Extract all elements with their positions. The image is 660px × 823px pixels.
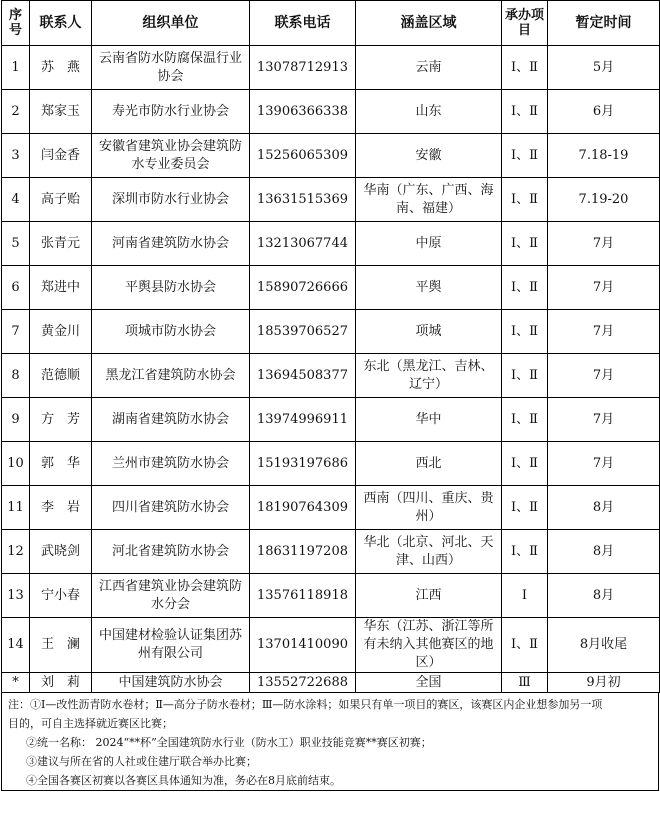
row-contact: 李 岩	[30, 486, 92, 530]
table-row	[2, 222, 660, 266]
row-region: 华中	[356, 398, 502, 442]
row-no: *	[2, 673, 30, 693]
row-no: 9	[2, 398, 30, 442]
row-org: 云南省防水防腐保温行业协会	[92, 46, 250, 90]
table-row	[2, 486, 660, 530]
row-items: Ⅰ、Ⅱ	[502, 310, 548, 354]
table-row	[2, 266, 660, 310]
row-contact: 刘 莉	[30, 673, 92, 693]
row-org: 寿光市防水行业协会	[92, 90, 250, 134]
row-no: 11	[2, 486, 30, 530]
note-1b: 目的，可自主选择就近赛区比赛；	[8, 717, 173, 730]
note-4: ④全国各赛区初赛以各赛区具体通知为准，务必在8月底前结束。	[26, 774, 341, 787]
row-contact: 苏 燕	[30, 46, 92, 90]
row-no: 14	[2, 618, 30, 673]
row-time: 7.19-20	[548, 178, 660, 222]
row-time: 9月初	[548, 673, 660, 693]
row-contact: 武晓剑	[30, 530, 92, 574]
row-phone: 15193197686	[250, 442, 356, 486]
row-time: 7月	[548, 354, 660, 398]
row-org: 河南省建筑防水协会	[92, 222, 250, 266]
row-org: 兰州市建筑防水协会	[92, 442, 250, 486]
row-items: Ⅰ、Ⅱ	[502, 90, 548, 134]
row-phone: 13213067744	[250, 222, 356, 266]
row-region: 全国	[356, 673, 502, 693]
table-row	[2, 442, 660, 486]
row-phone: 13576118918	[250, 574, 356, 618]
header-items: 承办项目	[502, 1, 548, 46]
row-region: 华北（北京、河北、天津、山西）	[356, 530, 502, 574]
table-row	[2, 310, 660, 354]
row-items: Ⅰ、Ⅱ	[502, 266, 548, 310]
row-no: 10	[2, 442, 30, 486]
row-no: 3	[2, 134, 30, 178]
row-time: 5月	[548, 46, 660, 90]
row-contact: 郑家玉	[30, 90, 92, 134]
row-contact: 黄金川	[30, 310, 92, 354]
row-no: 6	[2, 266, 30, 310]
table-row	[2, 178, 660, 222]
row-org: 中国建筑防水协会	[92, 673, 250, 693]
row-phone: 13906366338	[250, 90, 356, 134]
row-contact: 闫金香	[30, 134, 92, 178]
row-items: Ⅰ、Ⅱ	[502, 178, 548, 222]
header-no: 序号	[2, 1, 30, 46]
row-org: 深圳市防水行业协会	[92, 178, 250, 222]
row-no: 7	[2, 310, 30, 354]
row-contact: 宁小春	[30, 574, 92, 618]
row-time: 8月	[548, 574, 660, 618]
header-time: 暂定时间	[548, 1, 660, 46]
row-region: 华南（广东、广西、海南、福建）	[356, 178, 502, 222]
table-row	[2, 354, 660, 398]
header-phone: 联系电话	[250, 1, 356, 46]
row-items: Ⅰ、Ⅱ	[502, 486, 548, 530]
row-phone: 13631515369	[250, 178, 356, 222]
row-time: 7.18-19	[548, 134, 660, 178]
row-org: 江西省建筑业协会建筑防水分会	[92, 574, 250, 618]
row-org: 湖南省建筑防水协会	[92, 398, 250, 442]
row-time: 8月收尾	[548, 618, 660, 673]
row-items: Ⅰ	[502, 574, 548, 618]
row-org: 项城市防水协会	[92, 310, 250, 354]
row-phone: 13552722688	[250, 673, 356, 693]
row-region: 中原	[356, 222, 502, 266]
table-row	[2, 134, 660, 178]
row-items: Ⅰ、Ⅱ	[502, 354, 548, 398]
row-time: 7月	[548, 222, 660, 266]
row-time: 7月	[548, 266, 660, 310]
row-contact: 郑进中	[30, 266, 92, 310]
row-contact: 郭 华	[30, 442, 92, 486]
row-contact: 张青元	[30, 222, 92, 266]
row-phone: 18539706527	[250, 310, 356, 354]
row-region: 西北	[356, 442, 502, 486]
note-2: ②统一名称： 2024“**杯”全国建筑防水行业（防水工）职业技能竞赛**赛区初赛；	[26, 736, 432, 749]
row-contact: 高子贻	[30, 178, 92, 222]
row-org: 黑龙江省建筑防水协会	[92, 354, 250, 398]
table-header-row	[2, 1, 660, 46]
row-region: 平舆	[356, 266, 502, 310]
row-region: 西南（四川、重庆、贵州）	[356, 486, 502, 530]
row-phone: 13078712913	[250, 46, 356, 90]
row-phone: 15256065309	[250, 134, 356, 178]
row-no: 12	[2, 530, 30, 574]
header-org: 组织单位	[92, 1, 250, 46]
note-1a: 注：①Ⅰ—改性沥青防水卷材；Ⅱ—高分子防水卷材；Ⅲ—防水涂料；如果只有单一项目的赛区，该赛区内企业想参加另一项	[8, 698, 603, 711]
table-row	[2, 574, 660, 618]
row-region: 云南	[356, 46, 502, 90]
table-row	[2, 398, 660, 442]
row-region: 东北（黑龙江、吉林、辽宁）	[356, 354, 502, 398]
row-no: 2	[2, 90, 30, 134]
table-row	[2, 90, 660, 134]
row-region: 山东	[356, 90, 502, 134]
row-no: 5	[2, 222, 30, 266]
table-row	[2, 673, 660, 693]
row-contact: 方 芳	[30, 398, 92, 442]
row-no: 4	[2, 178, 30, 222]
row-time: 6月	[548, 90, 660, 134]
row-phone: 13701410090	[250, 618, 356, 673]
table-row	[2, 618, 660, 673]
row-time: 7月	[548, 398, 660, 442]
row-phone: 15890726666	[250, 266, 356, 310]
row-time: 7月	[548, 310, 660, 354]
row-items: Ⅰ、Ⅱ	[502, 442, 548, 486]
row-items: Ⅰ、Ⅱ	[502, 222, 548, 266]
row-phone: 13694508377	[250, 354, 356, 398]
table-row	[2, 46, 660, 90]
row-no: 1	[2, 46, 30, 90]
table-row	[2, 530, 660, 574]
row-org: 安徽省建筑业协会建筑防水专业委员会	[92, 134, 250, 178]
row-region: 华东（江苏、浙江等所有未纳入其他赛区的地区）	[356, 618, 502, 673]
row-region: 江西	[356, 574, 502, 618]
row-contact: 王 澜	[30, 618, 92, 673]
contest-regions-table	[1, 0, 660, 693]
row-no: 8	[2, 354, 30, 398]
row-no: 13	[2, 574, 30, 618]
header-region: 涵盖区域	[356, 1, 502, 46]
row-items: Ⅲ	[502, 673, 548, 693]
row-org: 中国建材检验认证集团苏州有限公司	[92, 618, 250, 673]
row-items: Ⅰ、Ⅱ	[502, 398, 548, 442]
row-phone: 13974996911	[250, 398, 356, 442]
row-time: 7月	[548, 442, 660, 486]
row-phone: 18631197208	[250, 530, 356, 574]
notes-section	[1, 693, 659, 791]
row-org: 河北省建筑防水协会	[92, 530, 250, 574]
note-3: ③建议与所在省的人社或住建厅联合举办比赛；	[26, 755, 257, 768]
row-org: 平舆县防水协会	[92, 266, 250, 310]
row-phone: 18190764309	[250, 486, 356, 530]
row-time: 8月	[548, 486, 660, 530]
row-contact: 范德顺	[30, 354, 92, 398]
header-contact: 联系人	[30, 1, 92, 46]
row-items: Ⅰ、Ⅱ	[502, 530, 548, 574]
row-region: 安徽	[356, 134, 502, 178]
row-items: Ⅰ、Ⅱ	[502, 618, 548, 673]
row-items: Ⅰ、Ⅱ	[502, 134, 548, 178]
row-org: 四川省建筑防水协会	[92, 486, 250, 530]
row-items: Ⅰ、Ⅱ	[502, 46, 548, 90]
row-region: 项城	[356, 310, 502, 354]
row-time: 8月	[548, 530, 660, 574]
